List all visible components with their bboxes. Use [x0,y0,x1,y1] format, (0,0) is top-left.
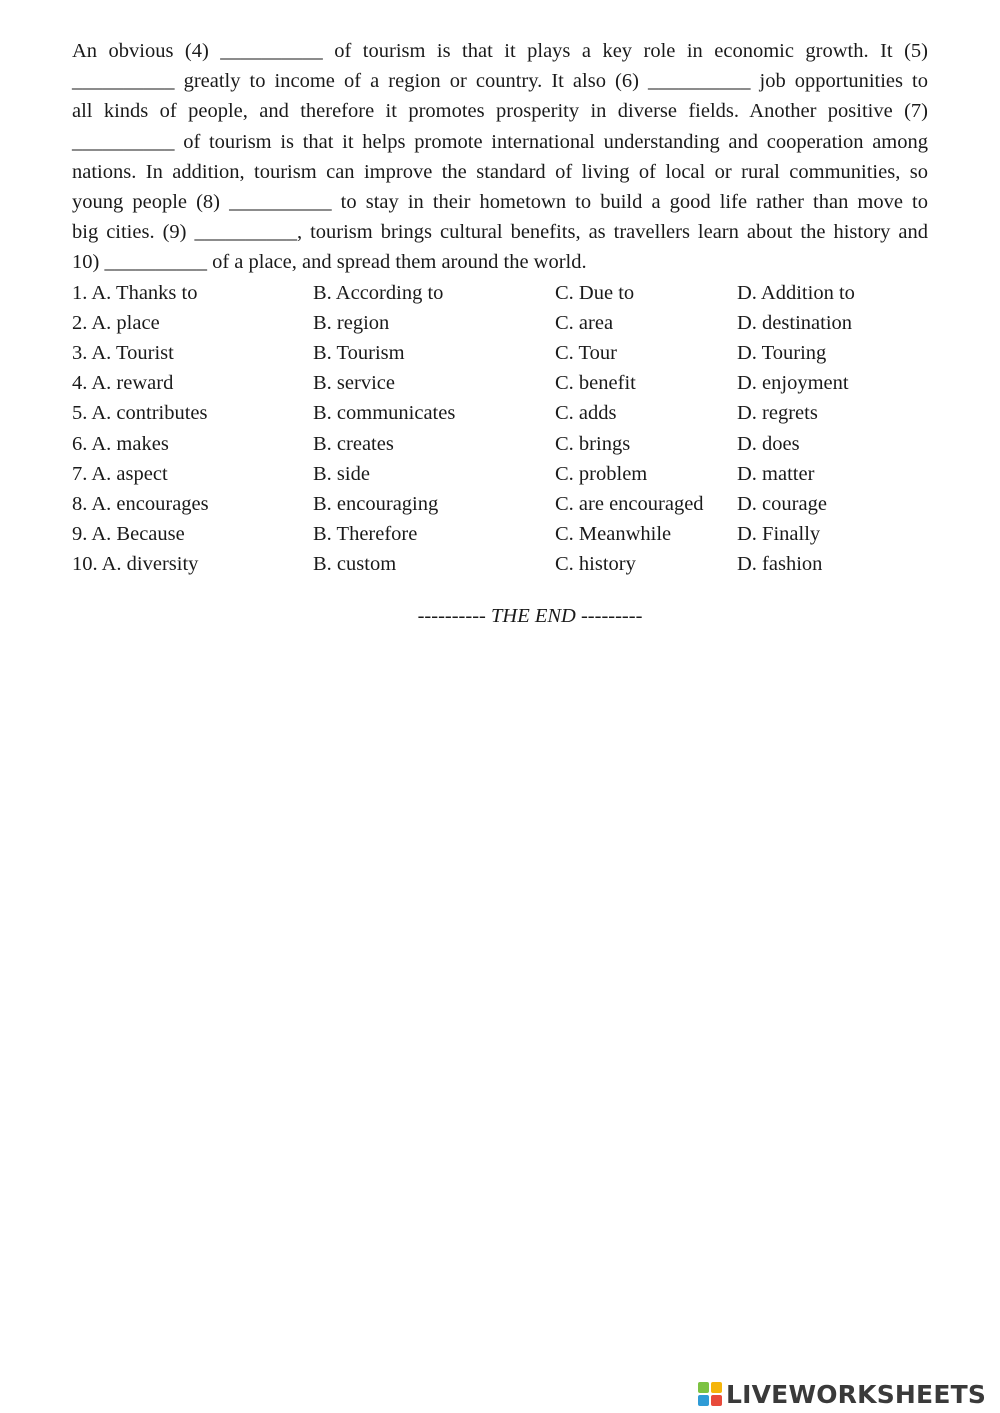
option-c[interactable]: C. history [555,553,636,576]
option-a[interactable]: 1. A. Thanks to [72,281,198,304]
logo-square-red [711,1395,722,1406]
liveworksheets-logo-icon [698,1382,722,1406]
passage-line: nations. In addition, tourism can improve the standard of living of local or rural communities, so [72,160,928,183]
option-c[interactable]: C. benefit [555,372,636,395]
question-row-9 [72,519,928,549]
option-a[interactable]: 8. A. encourages [72,492,209,515]
question-row-8 [72,489,928,519]
option-c[interactable]: C. adds [555,402,617,425]
option-b[interactable]: B. creates [313,432,394,455]
option-d[interactable]: D. matter [737,462,815,485]
option-a[interactable]: 9. A. Because [72,523,185,546]
cloze-passage [72,36,928,278]
the-end-marker: ---------- THE END --------- [417,605,643,627]
option-b[interactable]: B. According to [313,281,444,304]
option-d[interactable]: D. fashion [737,553,823,576]
question-row-4 [72,368,928,398]
option-c[interactable]: C. Due to [555,281,635,304]
passage-line: __________ of tourism is that it helps promote international understanding and cooperation among [72,130,928,153]
option-b[interactable]: B. region [313,311,390,334]
logo-square-blue [698,1395,709,1406]
passage-line: big cities. (9) __________, tourism brings cultural benefits, as travellers learn about the history and [72,221,928,244]
logo-square-green [698,1382,709,1393]
option-d[interactable]: D. enjoyment [737,372,849,395]
option-a[interactable]: 2. A. place [72,311,160,334]
option-c[interactable]: C. problem [555,462,648,485]
passage-line: 10) __________ of a place, and spread them around the world. [72,251,587,274]
option-a[interactable]: 10. A. diversity [72,553,199,576]
question-row-7 [72,459,928,489]
question-row-1 [72,278,928,308]
option-b[interactable]: B. Therefore [313,523,418,546]
option-b[interactable]: B. side [313,462,370,485]
option-d[interactable]: D. Addition to [737,281,855,304]
option-a[interactable]: 4. A. reward [72,372,174,395]
question-row-5 [72,398,928,428]
option-c[interactable]: C. Meanwhile [555,523,672,546]
option-b[interactable]: B. communicates [313,402,456,425]
option-b[interactable]: B. encouraging [313,492,439,515]
option-a[interactable]: 5. A. contributes [72,402,208,425]
question-row-3 [72,338,928,368]
passage-line: young people (8) __________ to stay in their hometown to build a good life rather than move to [72,191,928,214]
passage-line: An obvious (4) __________ of tourism is that it plays a key role in economic growth. It (5) [72,40,928,62]
option-d[interactable]: D. regrets [737,402,818,425]
passage-line: __________ greatly to income of a region or country. It also (6) __________ job opportunities to [72,70,928,93]
option-c[interactable]: C. area [555,311,614,334]
answer-options [72,278,928,580]
option-d[interactable]: D. Finally [737,523,821,546]
question-row-2 [72,308,928,338]
option-a[interactable]: 7. A. aspect [72,462,168,485]
option-c[interactable]: C. Tour [555,342,617,364]
option-d[interactable]: D. Touring [737,342,827,364]
option-c[interactable]: C. are encouraged [555,492,704,515]
option-b[interactable]: B. custom [313,553,397,576]
logo-square-yellow [711,1382,722,1393]
option-b[interactable]: B. service [313,372,395,395]
option-d[interactable]: D. destination [737,311,853,334]
worksheet-page [72,36,928,580]
question-row-6 [72,429,928,459]
passage-line: all kinds of people, and therefore it promotes prosperity in diverse fields. Another positive (7) [72,100,928,123]
logo-text: LIVEWORKSHEETS [726,1379,987,1409]
option-c[interactable]: C. brings [555,432,631,455]
option-d[interactable]: D. does [737,432,800,455]
option-d[interactable]: D. courage [737,492,827,515]
option-a[interactable]: 6. A. makes [72,432,169,455]
question-row-10 [72,549,928,579]
liveworksheets-logo[interactable] [698,1378,986,1410]
option-a[interactable]: 3. A. Tourist [72,342,174,364]
option-b[interactable]: B. Tourism [313,342,405,364]
